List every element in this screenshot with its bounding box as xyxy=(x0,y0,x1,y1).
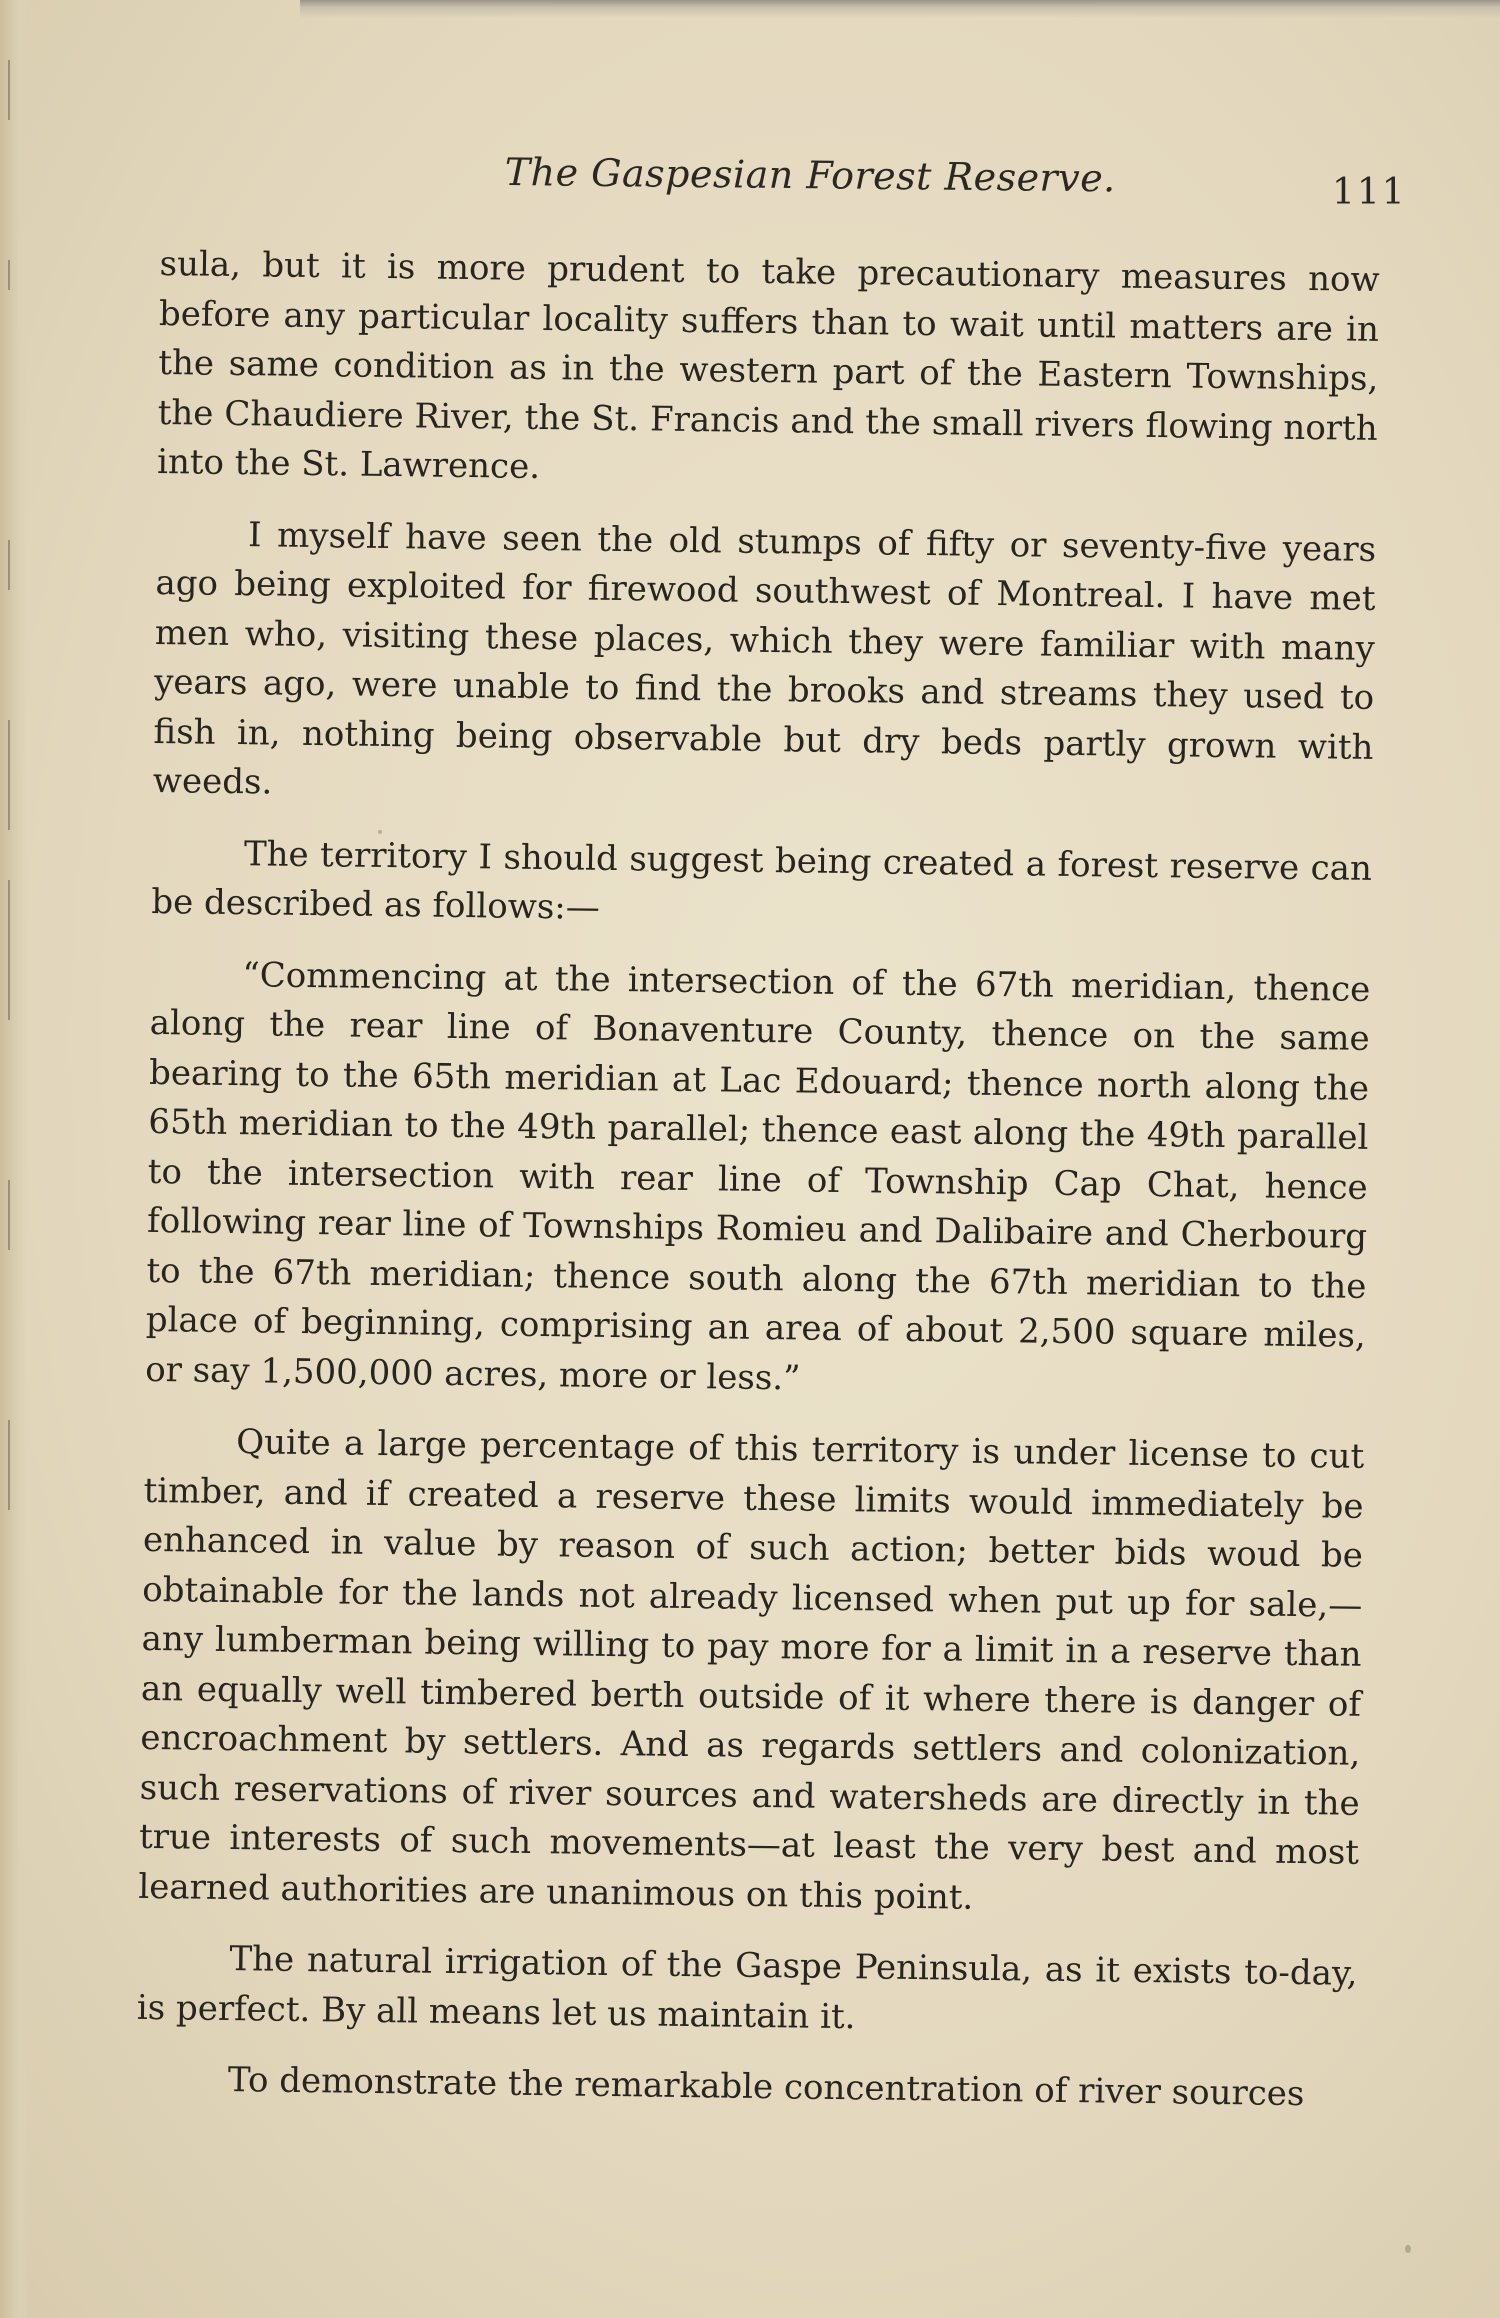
paper-speck xyxy=(378,830,382,834)
body-text xyxy=(136,240,1380,2120)
book-binding-edge xyxy=(0,0,28,2318)
paragraph-irrigation: The natural irrigation of the Gaspe Peninsula, as it exists to-day, is perfect. By all means let us maintain it. xyxy=(136,1939,1358,2037)
paragraph-stumps: I myself have seen the old stumps of fifty or seventy-five years ago being exploited for firewood southwest of Montreal. I have met men who, visiting these places, which they were familiar with many years ago, were unable to find the brooks and streams they used to fish in, nothing being observable but dry beds partly grown with weeds. xyxy=(152,514,1377,803)
paragraph-boundary-quote: “Commencing at the intersection of the 67th meridian, thence along the rear line of Bonaventure County, thence on the same bearing to the 65th meridian at Lac Edouard; thence north along the 65th meridian to the 49th parallel; thence east along the 49th parallel to the intersection with rear line of Township Cap Chat, hence following rear line of Townships Romieu and Dalibaire and Cherbourg to the 67th meridian; thence south along the 67th meridian to the place of beginning, comprising an area of about 2,500 square miles, or say 1,500,000 acres, more or less.” xyxy=(144,954,1371,1398)
binding-mark xyxy=(8,1180,10,1250)
paragraph-territory: The territory I should suggest being created a forest reserve can be described as follows:— xyxy=(151,833,1373,928)
paragraph-license: Quite a large percentage of this territory is under license to cut timber, and if created a reserve these limits would immediately be enhanced in value by reason of such action; better bids woud be obtainable for the lands not already licensed when put up for sale,—any lumberman being willing to pay more for a limit in a reserve than an equally well timbered berth outside of it where there is danger of encroachment by settlers. And as regards settlers and colonization, such reservations of river sources and watersheds are directly in the true interests of such movements—at least the very best and most learned authorities are unanimous on this point. xyxy=(138,1422,1365,1918)
binding-mark xyxy=(8,1420,10,1510)
running-head xyxy=(160,150,1407,213)
page-top-edge-shadow xyxy=(300,0,1500,18)
binding-mark xyxy=(8,60,10,120)
paragraph-demonstrate: To demonstrate the remarkable concentration of river sources xyxy=(227,2060,1305,2115)
page-number: 111 xyxy=(1332,172,1407,213)
binding-mark xyxy=(8,880,10,1020)
paper-speck xyxy=(1405,2245,1411,2253)
binding-mark xyxy=(8,260,10,290)
paragraph-continuation: sula, but it is more prudent to take precautionary measures now before any particular locality suffers than to wait until matters are in the same condition as in the western part of the Eastern Townships, the Chaudiere River, the St. Francis and the small rivers flowing north into the St. Lawrence. xyxy=(156,243,1380,487)
binding-mark xyxy=(8,720,10,830)
binding-mark xyxy=(8,540,10,590)
running-title: The Gaspesian Forest Reserve. xyxy=(504,150,1117,201)
